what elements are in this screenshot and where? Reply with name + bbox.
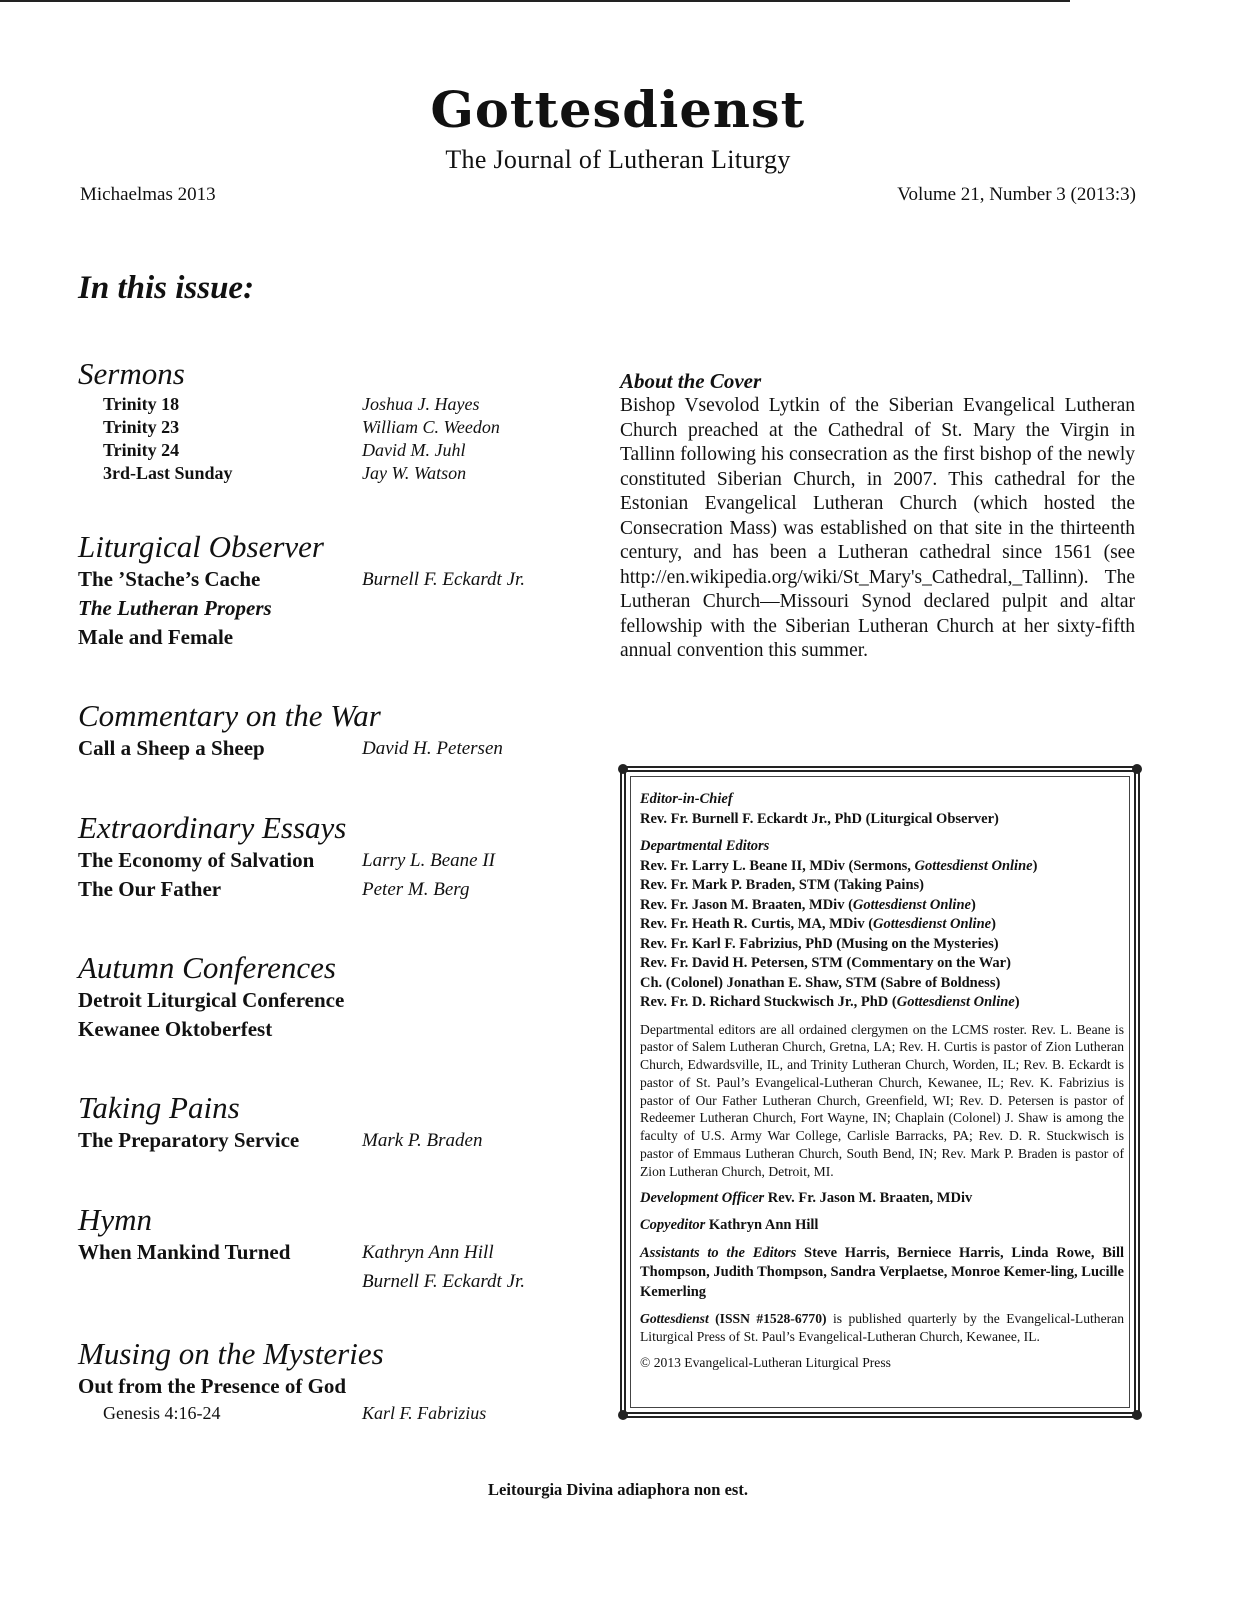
item-title: When Mankind Turned [78, 1240, 291, 1264]
publication-info [640, 1310, 1124, 1346]
assistants [640, 1244, 1124, 1303]
item-author: Joshua J. Hayes [362, 394, 480, 414]
item-title: Trinity 23 [103, 417, 180, 437]
copyright: © 2013 Evangelical-Lutheran Liturgical Press [640, 1355, 891, 1371]
toc-item [78, 877, 558, 906]
item-author: Larry L. Beane II [362, 850, 495, 871]
toc-section-musing [78, 1336, 558, 1426]
corner-ornament [618, 764, 628, 774]
masthead [0, 80, 1236, 175]
item-author: Kathryn Ann Hill [362, 1242, 494, 1263]
toc-section-commentary [78, 698, 558, 765]
dept-label: Departmental Editors [640, 838, 770, 854]
item-title: The Economy of Salvation [78, 848, 315, 872]
toc-item [78, 394, 558, 417]
copy-name: Kathryn Ann Hill [708, 1217, 819, 1234]
toc-section-sermons [78, 356, 558, 486]
item-title: Trinity 24 [103, 440, 180, 460]
toc-item [78, 1240, 558, 1269]
toc-item [78, 1128, 558, 1157]
issue-date: Michaelmas 2013 [80, 184, 216, 205]
section-heading: Hymn [78, 1202, 153, 1237]
toc-section-hymn [78, 1202, 558, 1298]
corner-ornament [1132, 1410, 1142, 1420]
issue-volume: Volume 21, Number 3 (2013:3) [897, 184, 1136, 205]
toc-item-passage [78, 1403, 558, 1426]
item-author: David M. Juhl [362, 440, 466, 460]
toc-item [78, 440, 558, 463]
dept-editor: Rev. Fr. Heath R. Curtis, MA, MDiv (Gottesdienst Online) [640, 916, 996, 932]
toc-heading: In this issue: [78, 270, 255, 306]
item-author: Burnell F. Eckardt Jr. [362, 569, 526, 590]
staff-box [620, 766, 1140, 1418]
motto: Leitourgia Divina adiaphora non est. [488, 1480, 748, 1499]
section-heading: Sermons [78, 356, 185, 391]
departmental-editors [640, 837, 1124, 1013]
toc-item [78, 463, 558, 486]
section-heading: Commentary on the War [78, 698, 381, 733]
toc-item [78, 596, 558, 625]
toc-item [78, 848, 558, 877]
item-author: David H. Petersen [362, 738, 503, 759]
dept-editor: Rev. Fr. Larry L. Beane II, MDiv (Sermons, Gottesdienst Online) [640, 857, 1038, 874]
section-heading: Autumn Conferences [78, 950, 336, 985]
corner-ornament [1132, 764, 1142, 774]
about-heading: About the Cover [620, 369, 762, 393]
item-title: Call a Sheep a Sheep [78, 736, 265, 760]
pub-text: is published quarterly by the Evangelical-Lutheran Liturgical Press of St. Paul’s Evangelical-Lutheran Church, Kewanee, IL. [640, 1311, 1124, 1345]
top-rule [0, 0, 1070, 2]
copy-label: Copyeditor [640, 1217, 706, 1234]
dev-name: Rev. Fr. Jason M. Braaten, MDiv [767, 1189, 973, 1206]
toc-item-second-author [78, 1269, 558, 1298]
section-heading: Musing on the Mysteries [78, 1336, 384, 1371]
about-the-cover [620, 368, 1135, 664]
editor-name: Rev. Fr. Burnell F. Eckardt Jr., PhD (Liturgical Observer) [640, 810, 999, 827]
development-officer [640, 1189, 1124, 1209]
item-title: Trinity 18 [103, 394, 180, 414]
item-title: Out from the Presence of God [78, 1374, 347, 1398]
dept-editor: Rev. Fr. Karl F. Fabrizius, PhD (Musing on the Mysteries) [640, 935, 999, 952]
dev-label: Development Officer [640, 1189, 765, 1206]
item-title: The Our Father [78, 877, 222, 901]
toc-item [78, 988, 558, 1017]
item-author: William C. Weedon [362, 417, 500, 437]
assist-names: Steve Harris, Berniece Harris, Linda Rowe, Bill Thompson, Judith Thompson, Sandra Verplaetse, Monroe Kemer-ling, Lucille Kemerling [640, 1244, 1125, 1300]
assist-label: Assistants to the Editors [640, 1244, 797, 1261]
editor-label: Editor-in-Chief [640, 791, 733, 807]
section-heading: Extraordinary Essays [78, 810, 347, 845]
item-title: Detroit Liturgical Conference [78, 988, 345, 1012]
item-author: Karl F. Fabrizius [362, 1403, 487, 1423]
toc-section-liturgical-observer [78, 529, 558, 654]
dept-editor: Rev. Fr. Jason M. Braaten, MDiv (Gottesdienst Online) [640, 896, 976, 913]
copyeditor [640, 1216, 1124, 1236]
about-text: Bishop Vsevolod Lytkin of the Siberian Evangelical Lutheran Church preached at the Cathedral of St. Mary the Virgin in Tallinn following his consecration as the first bishop of the newly constituted Siberian Church, in 2007. This cathedral for the Estonian Evangelical Lutheran Church (which hosted the Consecration Mass) was established on that site in the thirteenth century, and has been a Lutheran cathedral since 1561 (see http://en.wikipedia.org/wiki/St_Mary's_Cathedral,_Tallinn). The Lutheran Church—Missouri Synod declared pulpit and altar fellowship with the Siberian Lutheran Church at her sixty-fifth annual convention this summer. [620, 395, 1135, 661]
section-heading: Liturgical Observer [78, 529, 324, 564]
toc-item [78, 567, 558, 596]
toc-item [78, 625, 558, 654]
journal-subtitle: The Journal of Lutheran Liturgy [445, 145, 791, 174]
pub-title: Gottesdienst [640, 1311, 709, 1327]
item-title: 3rd-Last Sunday [103, 463, 233, 483]
item-title: Kewanee Oktoberfest [78, 1017, 273, 1041]
item-author: Peter M. Berg [362, 879, 470, 900]
item-title: The Lutheran Propers [78, 596, 272, 620]
toc-item [78, 736, 558, 765]
editor-in-chief [640, 790, 1124, 829]
section-heading: Taking Pains [78, 1090, 240, 1125]
toc-section-taking-pains [78, 1090, 558, 1157]
pub-issn: (ISSN #1528-6770) [715, 1311, 827, 1327]
item-passage: Genesis 4:16-24 [103, 1403, 221, 1423]
item-title: Male and Female [78, 625, 234, 649]
journal-title: Gottesdienst [430, 80, 806, 139]
dept-editor: Rev. Fr. D. Richard Stuckwisch Jr., PhD (Gottesdienst Online) [640, 994, 1020, 1010]
dept-editor: Rev. Fr. Mark P. Braden, STM (Taking Pains) [640, 877, 924, 893]
item-author: Burnell F. Eckardt Jr. [362, 1271, 526, 1292]
dept-editor: Rev. Fr. David H. Petersen, STM (Commentary on the War) [640, 955, 1011, 971]
toc-item [78, 1017, 558, 1046]
item-title: The Preparatory Service [78, 1128, 300, 1152]
item-title: The ’Stache’s Cache [78, 567, 261, 591]
toc-item [78, 1374, 558, 1403]
item-author: Mark P. Braden [362, 1130, 483, 1151]
editors-note: Departmental editors are all ordained clergymen on the LCMS roster. Rev. L. Beane is pastor of Salem Lutheran Church, Gretna, LA; Rev. H. Curtis is pastor of Zion Lutheran Church, Edwardsville, IL, and Trinity Lutheran Church, Worden, IL; Rev. B. Eckardt is pastor of St. Paul’s Evangelical-Lutheran Church, Kewanee, IL; Rev. K. Fabrizius is pastor of Our Father Lutheran Church, Greenfield, WI; Rev. D. Petersen is pastor of Redeemer Lutheran Church, Fort Wayne, IN; Chaplain (Colonel) J. Shaw is among the faculty of U.S. Army War College, Carlisle Barracks, PA; Rev. D. R. Stuckwisch is pastor of Emmaus Lutheran Church, South Bend, IN; Rev. Mark P. Braden is pastor of Zion Lutheran Church, Detroit, MI. [640, 1021, 1124, 1179]
toc-item [78, 417, 558, 440]
toc-section-essays [78, 810, 558, 906]
toc-section-conferences [78, 950, 558, 1046]
corner-ornament [618, 1410, 628, 1420]
item-author: Jay W. Watson [362, 463, 467, 483]
dept-editor: Ch. (Colonel) Jonathan E. Shaw, STM (Sabre of Boldness) [640, 974, 1001, 991]
